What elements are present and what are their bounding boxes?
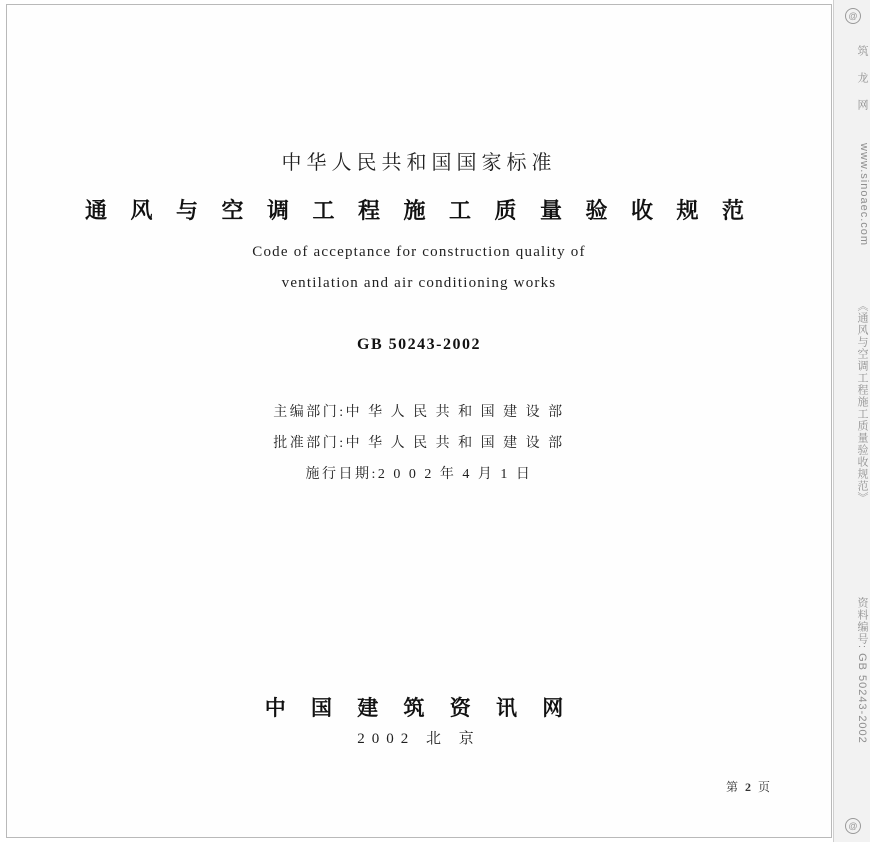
watermark-side-strip (833, 0, 870, 842)
document-main-title: 通 风 与 空 调 工 程 施 工 质 量 验 收 规 范 (84, 198, 753, 223)
publish-year-city: 2002 北 京 (357, 731, 481, 747)
watermark-document-title: 《通风与空调工程施工质量验收规范》 (856, 300, 868, 504)
watermark-document-code: 资料编号: GB 50243-2002 (856, 596, 868, 744)
page-content (6, 4, 832, 838)
publisher-name: 中 国 建 筑 资 讯 网 (264, 696, 574, 720)
watermark-url: www.sinoaec.com (858, 143, 870, 247)
copyright-icon-bottom: @ (845, 818, 861, 834)
page-number-footer (726, 778, 772, 795)
watermark-brand: 筑 龙 网 (856, 44, 868, 112)
approving-department: 批准部门:中 华 人 民 共 和 国 建 设 部 (273, 436, 565, 451)
effective-date: 施行日期:2 0 0 2 年 4 月 1 日 (305, 467, 533, 482)
copyright-icon-top: @ (845, 8, 861, 24)
english-title-line-1: Code of acceptance for construction quality of (252, 244, 586, 260)
page-number-prefix: 第 (725, 780, 740, 794)
page-number-value: 2 (744, 780, 753, 794)
national-standard-heading: 中华人民共和国国家标准 (281, 152, 557, 174)
editing-department: 主编部门:中 华 人 民 共 和 国 建 设 部 (273, 405, 565, 420)
standard-code: GB 50243-2002 (357, 336, 481, 353)
english-title-line-2: ventilation and air conditioning works (281, 275, 557, 291)
page-number-suffix: 页 (757, 780, 772, 794)
